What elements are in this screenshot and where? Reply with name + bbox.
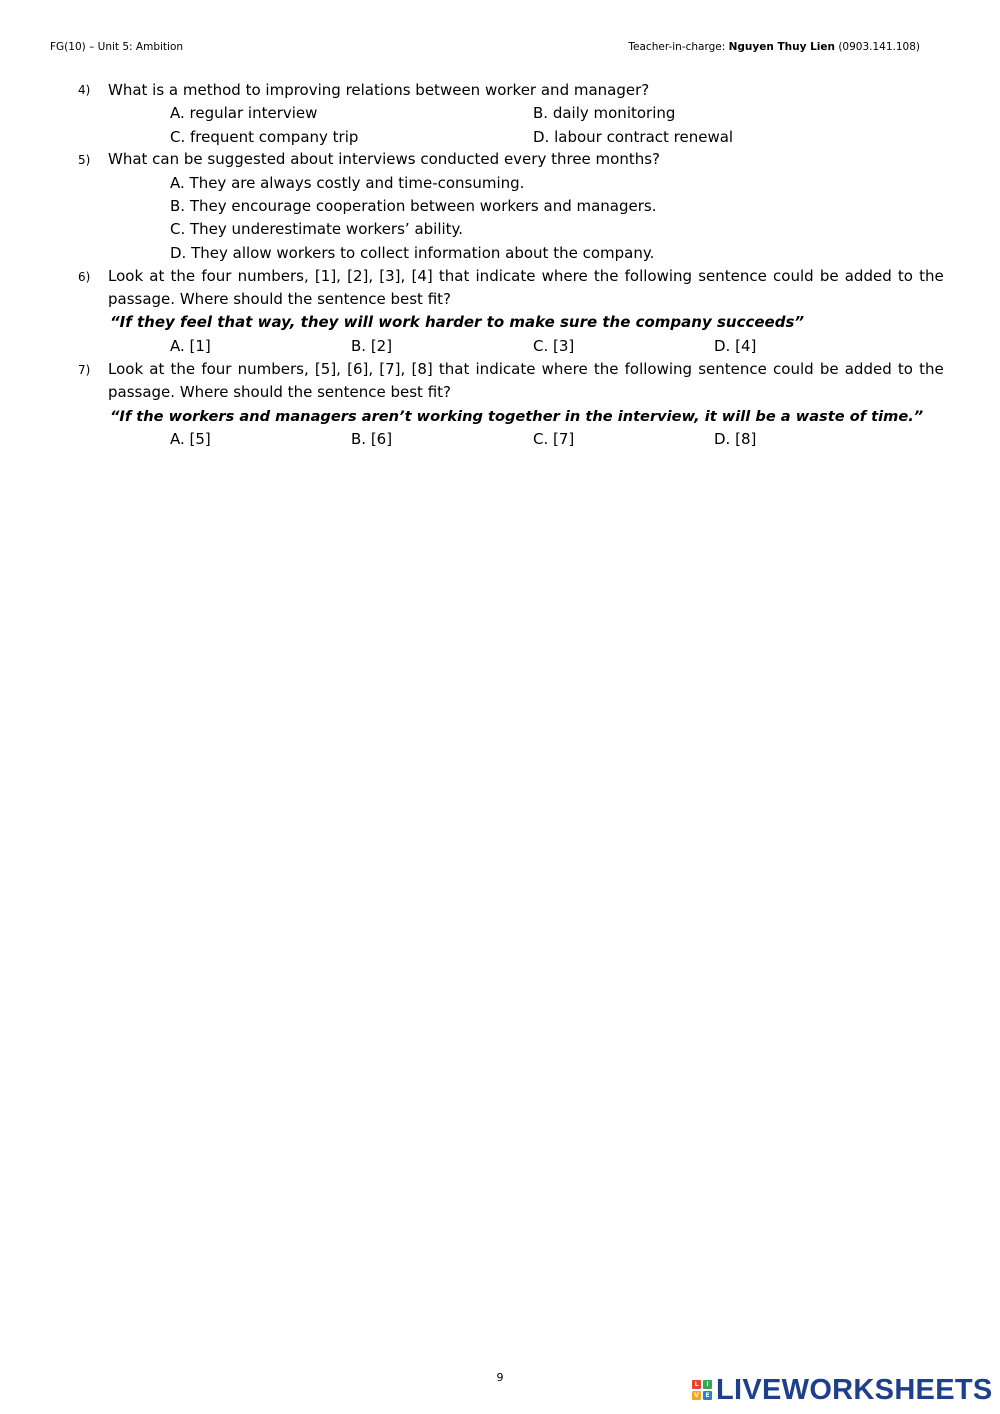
option-c[interactable]: C. [3] [533, 337, 575, 355]
option-a[interactable]: A. They are always costly and time-consuming. [170, 174, 525, 192]
option-b[interactable]: B. They encourage cooperation between workers and managers. [170, 197, 657, 215]
header-teacher-label: Teacher-in-charge: [628, 41, 729, 53]
option-c[interactable]: C. [7] [533, 430, 575, 448]
liveworksheets-logo-text: LIVEWORKSHEETS [716, 1373, 993, 1406]
option-c[interactable]: C. frequent company trip [170, 128, 359, 146]
option-a[interactable]: A. [1] [170, 337, 211, 355]
option-b[interactable]: B. [6] [351, 430, 393, 448]
option-b[interactable]: B. daily monitoring [533, 104, 676, 122]
header-teacher-phone: (0903.141.108) [834, 41, 920, 53]
page-header [50, 41, 920, 55]
header-unit-title: FG(10) – Unit 5: Ambition [50, 41, 184, 53]
option-d[interactable]: D. They allow workers to collect information about the company. [170, 244, 655, 262]
question-text-line1: Look at the four numbers, [1], [2], [3], [4] that indicate where the following sentence could be added to the [108, 267, 944, 285]
question-number: 4) [78, 83, 91, 97]
logo-icon-tile: I [703, 1380, 712, 1389]
question-text: What is a method to improving relations between worker and manager? [108, 81, 650, 99]
logo-icon-tile: L [692, 1380, 701, 1389]
question-text: What can be suggested about interviews conducted every three months? [108, 150, 661, 168]
option-d[interactable]: D. labour contract renewal [533, 128, 734, 146]
option-b[interactable]: B. [2] [351, 337, 393, 355]
logo-icon-tile: E [703, 1391, 712, 1400]
question-text-line1: Look at the four numbers, [5], [6], [7], [8] that indicate where the following sentence could be added to the [108, 360, 944, 378]
header-teacher [628, 41, 920, 53]
option-d[interactable]: D. [8] [714, 430, 757, 448]
liveworksheets-logo-icon [692, 1380, 712, 1400]
option-d[interactable]: D. [4] [714, 337, 757, 355]
question-text-line2: passage. Where should the sentence best fit? [108, 383, 451, 401]
question-number: 6) [78, 270, 91, 284]
liveworksheets-logo[interactable] [692, 1374, 993, 1406]
logo-icon-tile: V [692, 1391, 701, 1400]
question-text-line2: passage. Where should the sentence best fit? [108, 290, 451, 308]
option-a[interactable]: A. [5] [170, 430, 211, 448]
question-number: 7) [78, 363, 91, 377]
question-number: 5) [78, 153, 91, 167]
page-number: 9 [496, 1371, 504, 1384]
question-quote: “If they feel that way, they will work harder to make sure the company succeeds” [110, 313, 805, 331]
question-quote: “If the workers and managers aren’t working together in the interview, it will be a waste of time.” [110, 408, 924, 425]
header-teacher-name: Nguyen Thuy Lien [728, 41, 835, 53]
option-a[interactable]: A. regular interview [170, 104, 318, 122]
option-c[interactable]: C. They underestimate workers’ ability. [170, 220, 464, 238]
